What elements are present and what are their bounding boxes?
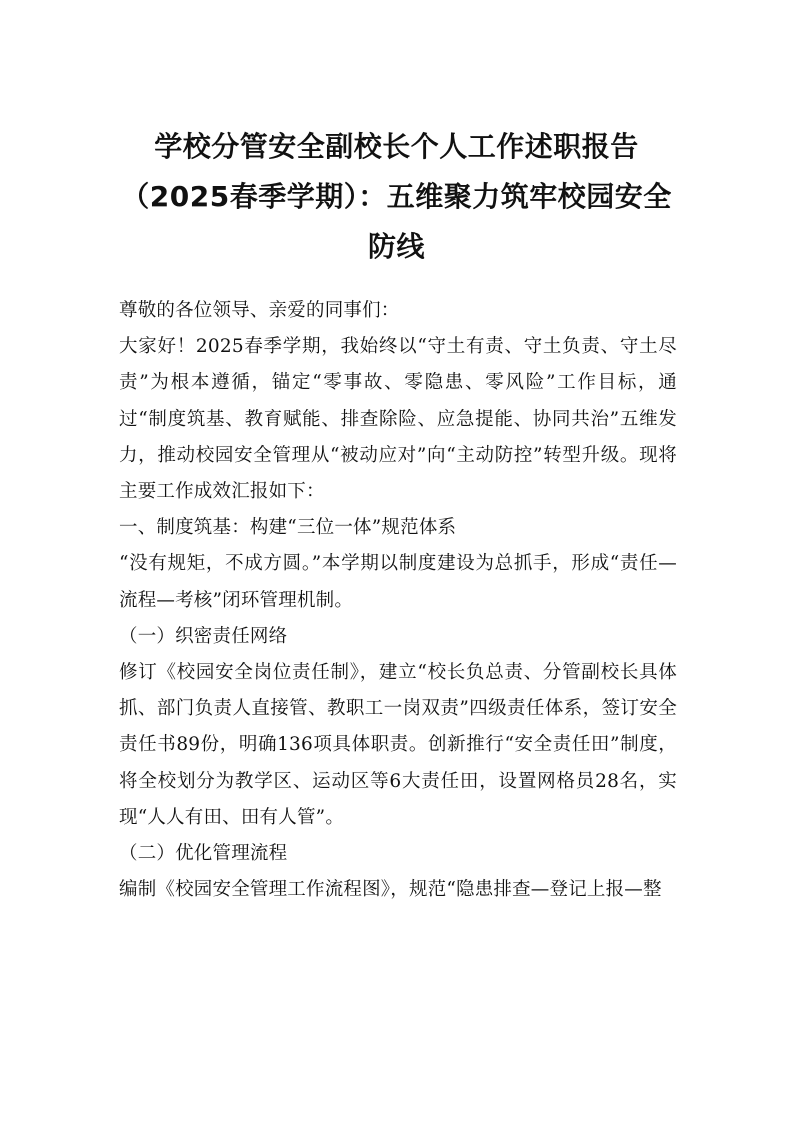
document-body: [119, 293, 677, 908]
section-heading-1: 一、制度筑基：构建“三位一体”规范体系: [119, 517, 457, 539]
document-title: 学校分管安全副校长个人工作述职报告（2025春季学期）：五维聚力筑牢校园安全防线: [121, 130, 672, 263]
subsection-heading-2: （二）优化管理流程: [119, 843, 288, 865]
responsibility-network-paragraph: 修订《校园安全岗位责任制》，建立“校长负总责、分管副校长具体抓、部门负责人直接管、教职工一岗双责”四级责任体系，签订安全责任书89份，明确136项具体职责。创新推行“安全责任田”制度，将全校划分为教学区、运动区等6大责任田，设置网格员28名，实现“人人有田、田有人管”。: [119, 662, 677, 828]
section-intro-paragraph: “没有规矩，不成方圆。”本学期以制度建设为总抓手，形成“责任—流程—考核”闭环管理机制。: [119, 553, 677, 611]
management-process-paragraph: 编制《校园安全管理工作流程图》，规范“隐患排查—登记上报—整: [119, 879, 662, 901]
subsection-heading-1: （一）织密责任网络: [119, 625, 288, 647]
salutation: 尊敬的各位领导、亲爱的同事们：: [119, 300, 400, 321]
opening-paragraph: 大家好！2025春季学期，我始终以“守土有责、守土负责、守土尽责”为根本遵循，锚定“零事故、零隐患、零风险”工作目标，通过“制度筑基、教育赋能、排查除险、应急提能、协同共治”五维发力，推动校园安全管理从“被动应对”向“主动防控”转型升级。现将主要工作成效汇报如下：: [119, 336, 677, 503]
